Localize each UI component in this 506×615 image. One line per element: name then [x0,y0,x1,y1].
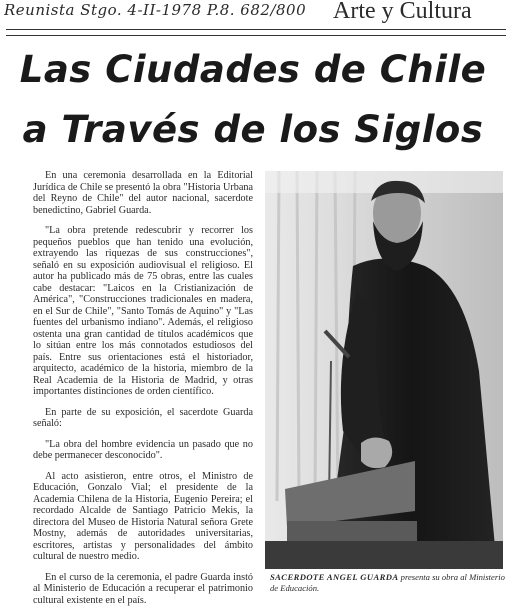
priest-photo [265,171,503,569]
section-title: Arte y Cultura [333,0,472,24]
caption-name: SACERDOTE ANGEL GUARDA [270,572,399,582]
article-paragraph: "La obra pretende redescubrir y recorrer los pequeños pueblos que han tenido una evolución, extrayendo las riquezas de sus construcciones", señaló en su exposición audiovisual el religioso. El autor ha publicado más de 75 obras, entre las cuales cabe destacar: "Laicos en la Cristianización de América", "Construcciones tradicionales en madera, en el Sur de Chile", "Santo Tomás de Aquino" y "Las fuentes del urbanismo indiano". Además, el religioso ostenta una gran cantidad de títulos académicos que lo sitúan entre los más connotados estudiosos del país. Entre sus orientaciones está el historiador, arquitecto, académico de la historia, miembro de la Real Academia de la Historia de Madrid, y otras importantes distinciones de orden científico. [33,225,253,397]
article-paragraph: "La obra del hombre evidencia un pasado que no debe permanecer desconocido". [33,438,253,461]
headline-line-2: a Través de los Siglos [22,108,484,151]
handwritten-source-note: Reunista Stgo. 4-II-1978 P.8. 682/800 [4,1,307,19]
priest-photo-illustration [265,171,503,569]
article-body [33,170,253,615]
headline-line-1: Las Ciudades de Chile [19,48,487,91]
article-paragraph: En el curso de la ceremonia, el padre Guarda instó al Ministerio de Educación a recuperar el patrimonio cultural existente en el país. [33,571,253,606]
caption-text: presenta su obra al Ministerio de Educación. [270,572,505,593]
article-paragraph: En parte de su exposición, el sacerdote Guarda señaló: [33,406,253,429]
header-rule-top [6,29,506,30]
photo-caption [270,572,506,594]
article-paragraph: Al acto asistieron, entre otros, el Ministro de Educación, Gonzalo Vial; el presidente de la Academia Chilena de la Historia, Eugenio Pereira; el recordado Alcalde de Santiago Patricio Mekis, la directora del Museo de Historia Natural señora Grete Mostny, además de autoridades universitarias, escritores, artistas y personalidades del ámbito cultural de nuestro medio. [33,470,253,562]
header-rule-bottom [6,35,506,36]
article-paragraph: En una ceremonia desarrollada en la Editorial Jurídica de Chile se presentó la obra "Historia Urbana del Reyno de Chile" del autor nacional, sacerdote benedictino, Gabriel Guarda. [33,170,253,216]
